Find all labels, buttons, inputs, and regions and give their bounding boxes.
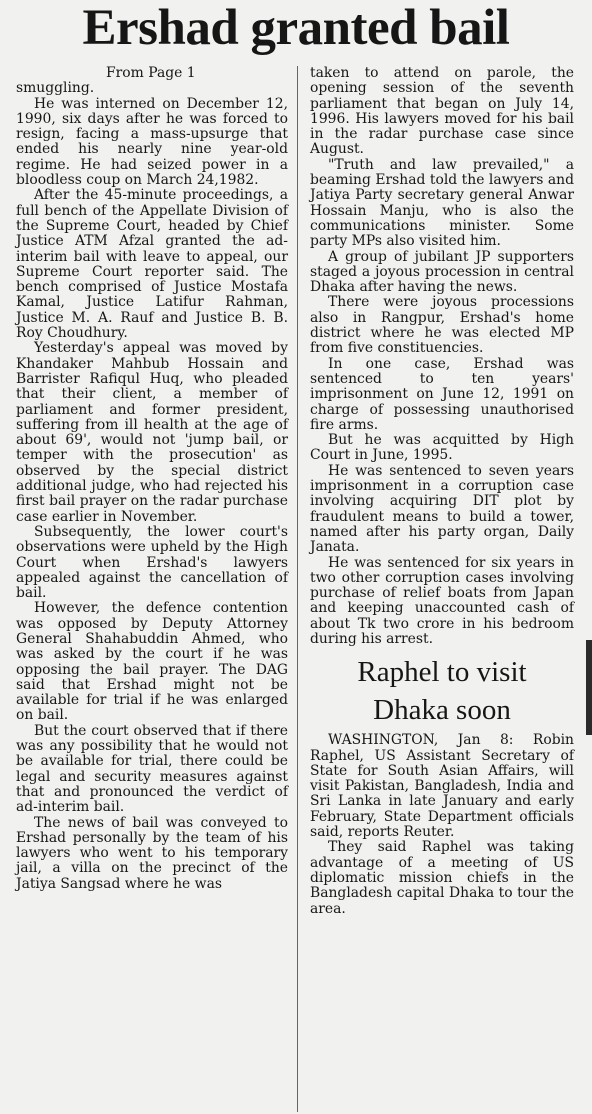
paragraph: Subsequently, the lower court's observations were upheld by the High Court when Ershad's lawyers appealed against the cancellation of bail.: [16, 523, 288, 602]
paragraph: A group of jubilant JP supporters staged a joyous procession in central Dhaka after having the news.: [310, 248, 574, 296]
paragraph: WASHINGTON, Jan 8: Robin Raphel, US Assistant Secretary of State for South Asian Affairs, will visit Pakistan, Bangladesh, India and Sri Lanka in late January and early February, State Department officials said, reports Reuter.: [310, 732, 574, 841]
subheadline-line: Raphel to visit: [357, 656, 527, 689]
paragraph: He was sentenced for six years in two other corruption cases involving purchase of relief boats from Japan and keeping unaccounted cash of about Tk two crore in his bedroom during his arrest.: [310, 554, 574, 647]
paragraph: After the 45-minute proceedings, a full bench of the Appellate Division of the Supreme Court, headed by Chief Justice ATM Afzal granted the ad-interim bail with leave to appeal, our Supreme Court reporter said. The bench comprised of Justice Mostafa Kamal, Justice Latifur Rahman, Justice M. A. Rauf and Justice B. B. Roy Choudhury.: [16, 187, 288, 342]
headline: Ershad granted bail: [82, 0, 510, 56]
column-divider: [297, 66, 298, 1112]
left-column: [16, 66, 288, 892]
scan-edge-mark: [586, 640, 592, 735]
paragraph: In one case, Ershad was sentenced to ten years' imprisonment on June 12, 1991 on charge of possessing unauthorised fire arms.: [310, 355, 574, 433]
paragraph: taken to attend on parole, the opening session of the seventh parliament that began on July 14, 1996. His lawyers moved for his bail in the radar purchase case since August.: [310, 65, 574, 158]
paragraph: The news of bail was conveyed to Ershad personally by the team of his lawyers who went to his temporary jail, a villa on the precinct of the Jatiya Sangsad where he was: [16, 814, 288, 892]
paragraph: But the court observed that if there was any possibility that he would not be available for trial, there could be legal and security measures against that and pronounced the verdict of ad-interim bail.: [16, 722, 288, 816]
paragraph: smuggling.: [16, 80, 95, 97]
paragraph: "Truth and law prevailed," a beaming Ershad told the lawyers and Jatiya Party secretary general Anwar Hossain Manju, who is also the communications minister. Some party MPs also visited him.: [310, 156, 574, 250]
right-column: [310, 66, 574, 917]
paragraph: There were joyous processions also in Rangpur, Ershad's home district where he was elected MP from five constituencies.: [310, 294, 574, 357]
subheadline: [310, 653, 574, 729]
subheadline-line: Dhaka soon: [373, 694, 511, 727]
paragraph: He was sentenced to seven years imprisonment in a corruption case involving acquiring DIT plot by fraudulent means to build a tower, named after his party organ, Daily Janata.: [310, 462, 574, 556]
paragraph: Yesterday's appeal was moved by Khandaker Mahbub Hossain and Barrister Rafiqul Huq, who pleaded that their client, a member of parliament and former president, suffering from ill health at the age of about 69', would not 'jump bail, or temper with the prosecution' as observed by the special district additional judge, who had rejected his first bail prayer on the radar purchase case earlier in November.: [16, 340, 288, 525]
paragraph: They said Raphel was taking advantage of a meeting of US diplomatic mission chiefs in the Bangladesh capital Dhaka to tour the area.: [310, 839, 574, 917]
paragraph: However, the defence contention was opposed by Deputy Attorney General Shahabuddin Ahmed, who was asked by the court if he was opposing the bail prayer. The DAG said that Ershad might not be available for trial if he was enlarged on bail.: [16, 600, 288, 724]
paragraph: He was interned on December 12, 1990, six days after he was forced to resign, facing a mass-upsurge that ended his nearly nine year-old regime. He had seized power in a bloodless coup on March 24,1982.: [16, 95, 288, 189]
paragraph: But he was acquitted by High Court in June, 1995.: [310, 432, 574, 464]
continuation-note: From Page 1: [106, 65, 196, 81]
